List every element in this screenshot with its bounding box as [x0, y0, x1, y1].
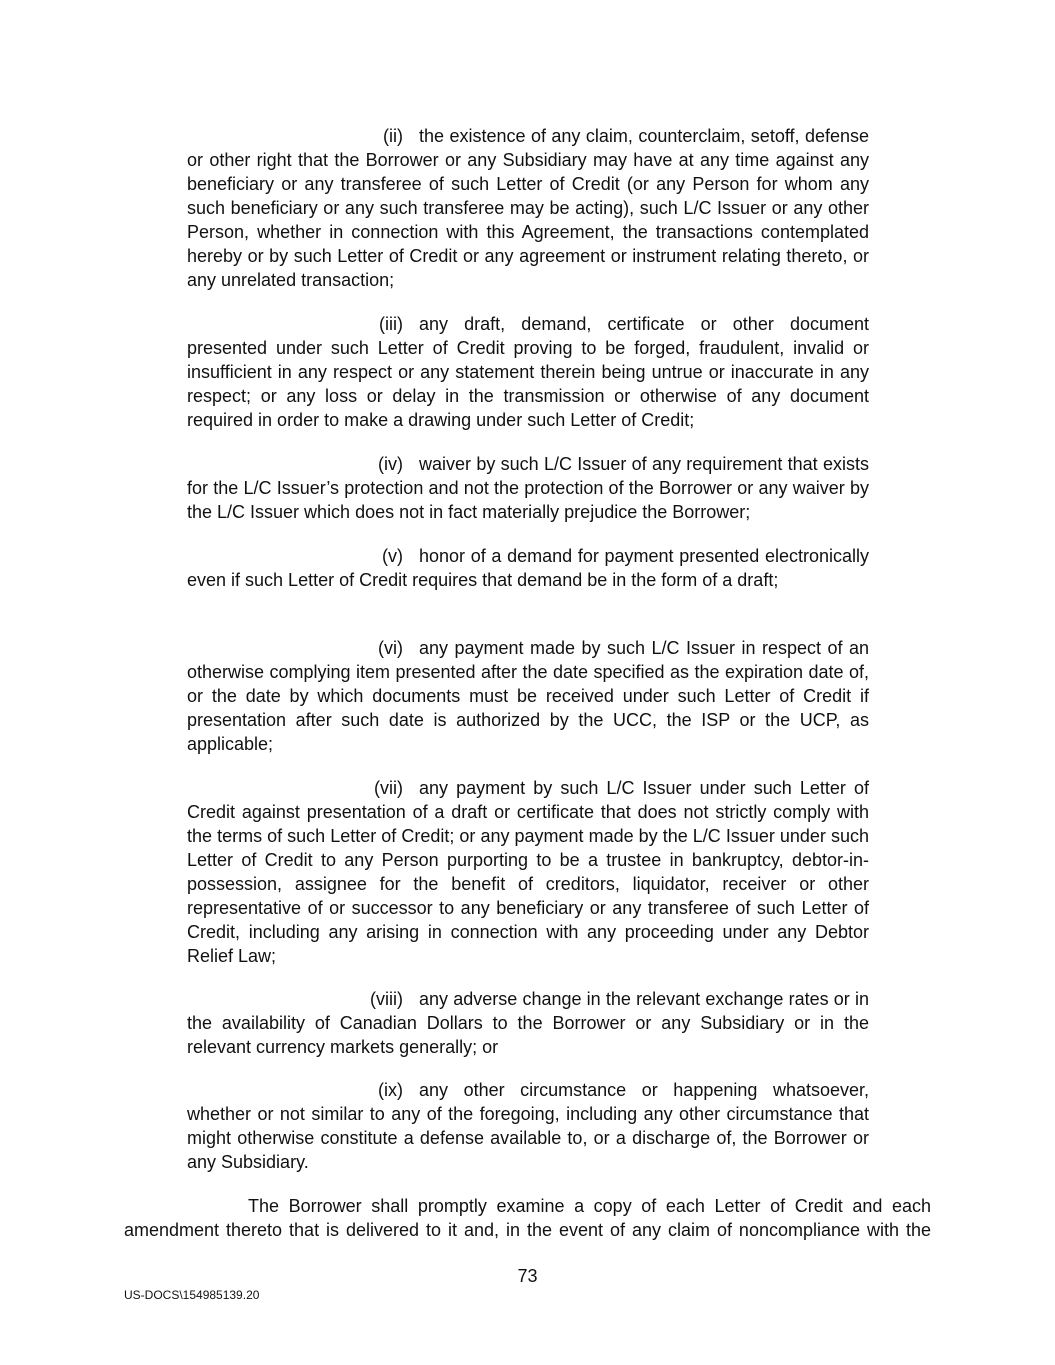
clause-text: any other circumstance or happening whatsoever, whether or not similar to any of the foregoing, including any other circumstance that might otherwise constitute a defense available to, or a discharge of, the Borrower or any Subsidiary. — [187, 1080, 869, 1172]
clause-text: waiver by such L/C Issuer of any requirement that exists for the L/C Issuer’s protection and not the protection of the Borrower or any waiver by the L/C Issuer which does not in fact materially prejudice the Borrower; — [187, 454, 869, 522]
clause-number: (viii) — [370, 989, 403, 1009]
clause-text: any adverse change in the relevant exchange rates or in the availability of Canadian Dollars to the Borrower or any Subsidiary or in the relevant currency markets generally; or — [187, 989, 869, 1057]
clause-v — [187, 544, 869, 592]
clause-text: honor of a demand for payment presented electronically even if such Letter of Credit requires that demand be in the form of a draft; — [187, 546, 869, 590]
clause-text: any payment by such L/C Issuer under such Letter of Credit against presentation of a draft or certificate that does not strictly comply with the terms of such Letter of Credit; or any payment made by the L/C Issuer under such Letter of Credit to any Person purporting to be a trustee in bankruptcy, debtor-in-possession, assignee for the benefit of creditors, liquidator, receiver or other representative of or successor to any beneficiary or any transferee of such Letter of Credit, including any arising in connection with any proceeding under any Debtor Relief Law; — [187, 778, 869, 966]
clause-number: (vii) — [374, 778, 403, 798]
document-id: US-DOCS\154985139.20 — [124, 1288, 260, 1302]
clause-number: (v) — [382, 546, 403, 566]
clause-ii — [187, 124, 869, 292]
clause-number: (iii) — [379, 314, 403, 334]
clause-number: (vi) — [378, 638, 403, 658]
clause-text: any payment made by such L/C Issuer in respect of an otherwise complying item presented after the date specified as the expiration date of, or the date by which documents must be received under such Letter of Credit if presentation after such date is authorized by the UCC, the ISP or the UCP, as applicable; — [187, 638, 869, 754]
page-number: 73 — [517, 1266, 538, 1286]
clause-ix — [187, 1078, 869, 1174]
clause-number: (iv) — [378, 454, 403, 474]
clause-number: (ix) — [378, 1080, 403, 1100]
clause-vii — [187, 776, 869, 968]
clause-viii — [187, 987, 869, 1059]
closing-paragraph — [124, 1194, 931, 1242]
closing-text: The Borrower shall promptly examine a copy of each Letter of Credit and each amendment thereto that is delivered to it and, in the event of any claim of noncompliance with the — [124, 1196, 931, 1240]
clause-vi — [187, 636, 869, 756]
clause-text: any draft, demand, certificate or other document presented under such Letter of Credit proving to be forged, fraudulent, invalid or insufficient in any respect or any statement therein being untrue or inaccurate in any respect; or any loss or delay in the transmission or otherwise of any document required in order to make a drawing under such Letter of Credit; — [187, 314, 869, 430]
clause-iii — [187, 312, 869, 432]
clause-number: (ii) — [383, 126, 403, 146]
clause-iv — [187, 452, 869, 524]
clause-text: the existence of any claim, counterclaim, setoff, defense or other right that the Borrower or any Subsidiary may have at any time against any beneficiary or any transferee of such Letter of Credit (or any Person for whom any such beneficiary or any such transferee may be acting), such L/C Issuer or any other Person, whether in connection with this Agreement, the transactions contemplated hereby or by such Letter of Credit or any agreement or instrument relating thereto, or any unrelated transaction; — [187, 126, 869, 290]
